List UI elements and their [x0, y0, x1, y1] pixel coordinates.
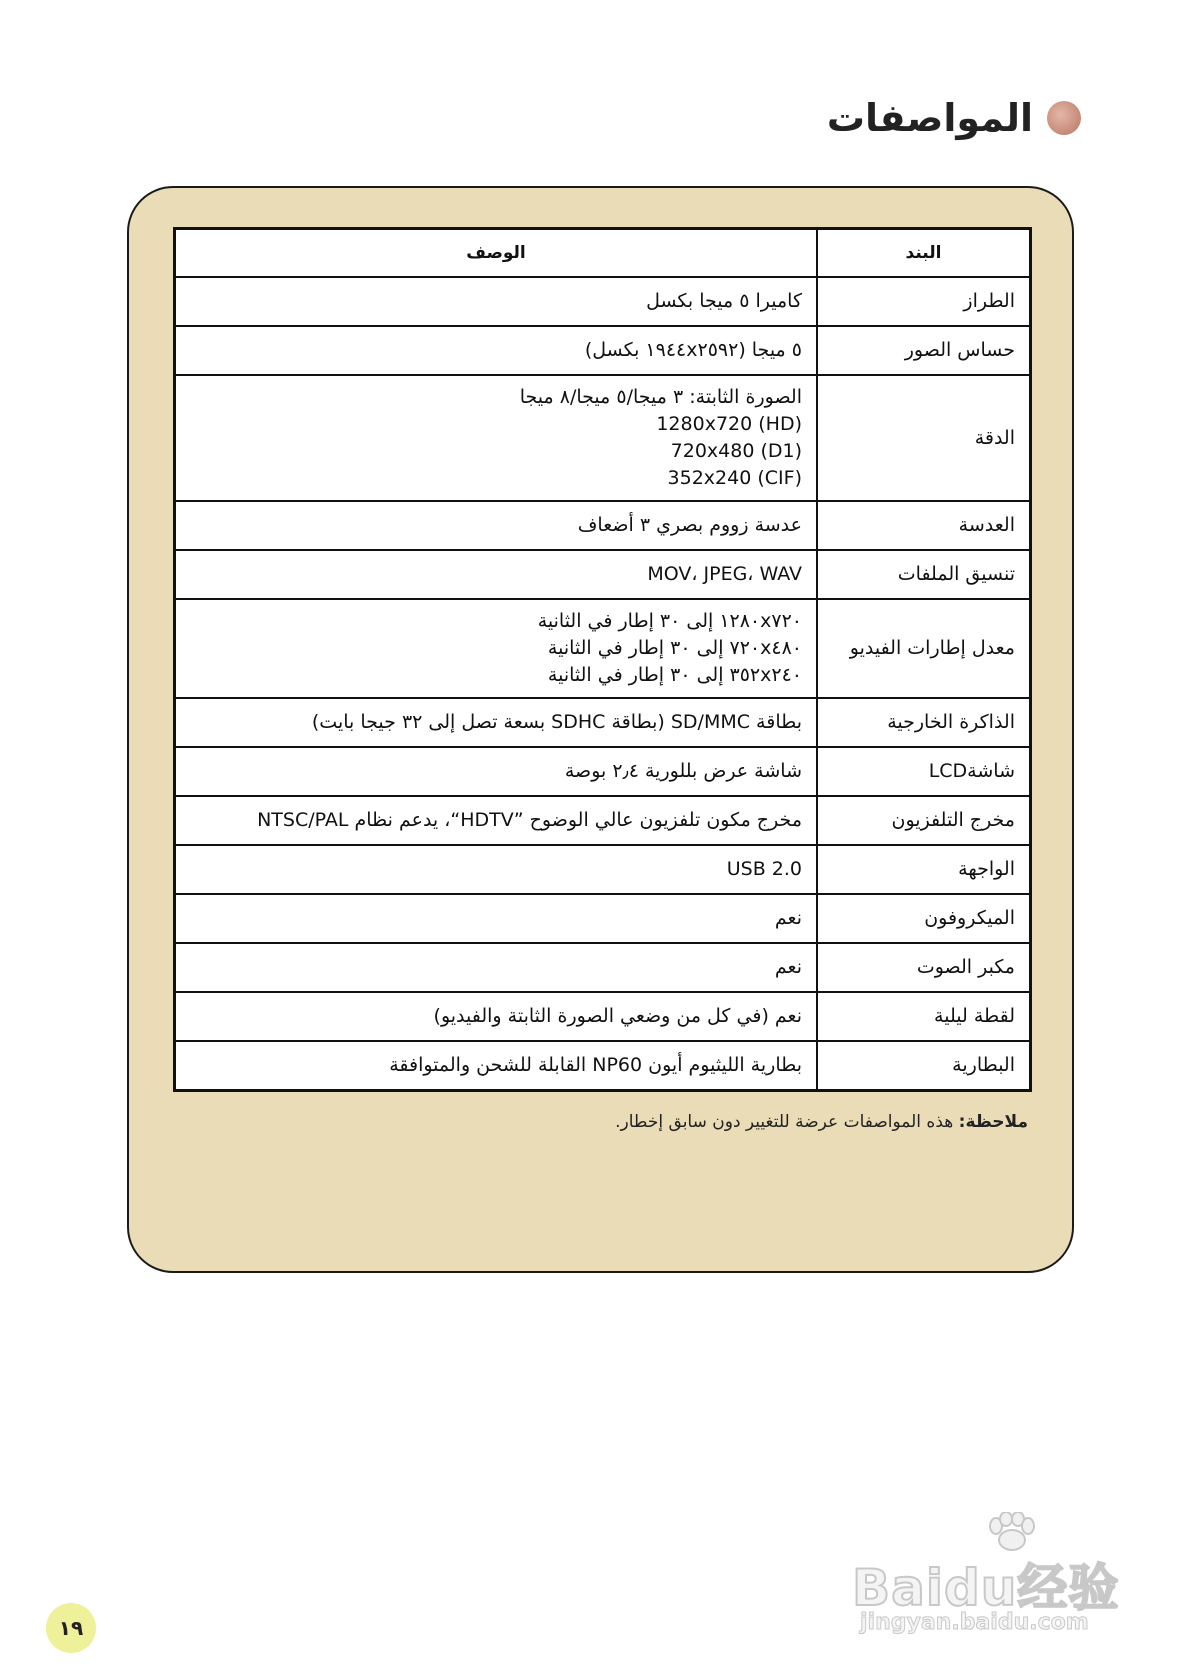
- paw-icon: [982, 1512, 1042, 1552]
- spec-description-line: بطارية الليثيوم أيون NP60 القابلة للشحن والمتوافقة: [389, 1054, 802, 1076]
- spec-description-line: ٧٢٠x٤٨٠ إلى ٣٠ إطار في الثانية: [547, 637, 802, 659]
- page-title: المواصفات: [826, 96, 1033, 140]
- title-bullet-icon: [1047, 101, 1081, 135]
- spec-description: [175, 894, 818, 943]
- spec-description-line: MOV، JPEG، WAV: [647, 563, 802, 585]
- spec-description: [175, 375, 818, 501]
- table-row: [175, 501, 1031, 550]
- footnote: [615, 1112, 1028, 1132]
- table-row: [175, 277, 1031, 326]
- spec-item: مخرج التلفزيون: [817, 796, 1031, 845]
- spec-description: [175, 599, 818, 698]
- spec-description-line: 720x480 (D1): [670, 440, 802, 462]
- spec-description-line: الصورة الثابتة: ٣ ميجا/٥ ميجا/٨ ميجا: [519, 386, 802, 408]
- baidu-watermark: [852, 1512, 1132, 1640]
- spec-description-line: نعم: [774, 907, 802, 929]
- table-row: [175, 326, 1031, 375]
- spec-description-line: شاشة عرض بللورية ٢٫٤ بوصة: [564, 760, 802, 782]
- spec-item: البطارية: [817, 1041, 1031, 1091]
- spec-description: [175, 550, 818, 599]
- spec-description-line: 1280x720 (HD): [656, 413, 802, 435]
- spec-item: حساس الصور: [817, 326, 1031, 375]
- spec-description: [175, 698, 818, 747]
- header-item: البند: [817, 229, 1031, 278]
- table-row: [175, 894, 1031, 943]
- spec-description-line: ١٢٨٠x٧٢٠ إلى ٣٠ إطار في الثانية: [537, 610, 802, 632]
- spec-description-line: بطاقة SD/MMC (بطاقة SDHC بسعة تصل إلى ٣٢ جيجا بايت): [311, 711, 802, 733]
- spec-item: الطراز: [817, 277, 1031, 326]
- spec-item: الواجهة: [817, 845, 1031, 894]
- spec-item: العدسة: [817, 501, 1031, 550]
- footnote-label: ملاحظة:: [958, 1112, 1028, 1132]
- spec-item: معدل إطارات الفيديو: [817, 599, 1031, 698]
- spec-description-line: عدسة زووم بصري ٣ أضعاف: [577, 514, 802, 536]
- table-row: [175, 796, 1031, 845]
- spec-description-line: كاميرا ٥ ميجا بكسل: [646, 290, 802, 312]
- table-row: [175, 698, 1031, 747]
- spec-description: [175, 1041, 818, 1091]
- watermark-url: jingyan.baidu.com: [860, 1610, 1089, 1635]
- spec-panel: [127, 186, 1074, 1273]
- table-row: [175, 1041, 1031, 1091]
- table-row: [175, 845, 1031, 894]
- spec-description-line: 352x240 (CIF): [667, 467, 802, 489]
- spec-item: الدقة: [817, 375, 1031, 501]
- spec-description: [175, 992, 818, 1041]
- spec-description: [175, 845, 818, 894]
- table-header-row: [175, 229, 1031, 278]
- spec-item: مكبر الصوت: [817, 943, 1031, 992]
- table-row: [175, 599, 1031, 698]
- spec-description-line: ٥ ميجا (١٩٤٤x٢٥٩٢ بكسل): [584, 339, 802, 361]
- table-row: [175, 943, 1031, 992]
- spec-item: تنسيق الملفات: [817, 550, 1031, 599]
- table-row: [175, 375, 1031, 501]
- footnote-text: هذه المواصفات عرضة للتغيير دون سابق إخطار.: [615, 1112, 954, 1132]
- watermark-brand: Baidu经验: [852, 1559, 1120, 1617]
- table-row: [175, 992, 1031, 1041]
- spec-description: [175, 277, 818, 326]
- page-header: [827, 88, 1081, 148]
- page-number: ١٩: [46, 1603, 96, 1653]
- spec-description-line: مخرج مكون تلفزيون عالي الوضوح ”HDTV“، يدعم نظام NTSC/PAL: [257, 809, 802, 831]
- spec-description: [175, 943, 818, 992]
- spec-description: [175, 501, 818, 550]
- spec-item: الذاكرة الخارجية: [817, 698, 1031, 747]
- spec-item: لقطة ليلية: [817, 992, 1031, 1041]
- spec-description-line: USB 2.0: [726, 858, 802, 880]
- spec-description: [175, 326, 818, 375]
- spec-description-line: نعم: [774, 956, 802, 978]
- table-row: [175, 747, 1031, 796]
- spec-description-line: نعم (في كل من وضعي الصورة الثابتة والفيديو): [433, 1005, 802, 1027]
- spec-item: شاشةLCD: [817, 747, 1031, 796]
- spec-description: [175, 747, 818, 796]
- table-row: [175, 550, 1031, 599]
- spec-description: [175, 796, 818, 845]
- spec-table: [173, 227, 1032, 1092]
- spec-description-line: ٣٥٢x٢٤٠ إلى ٣٠ إطار في الثانية: [547, 664, 802, 686]
- header-description: الوصف: [175, 229, 818, 278]
- spec-item: الميكروفون: [817, 894, 1031, 943]
